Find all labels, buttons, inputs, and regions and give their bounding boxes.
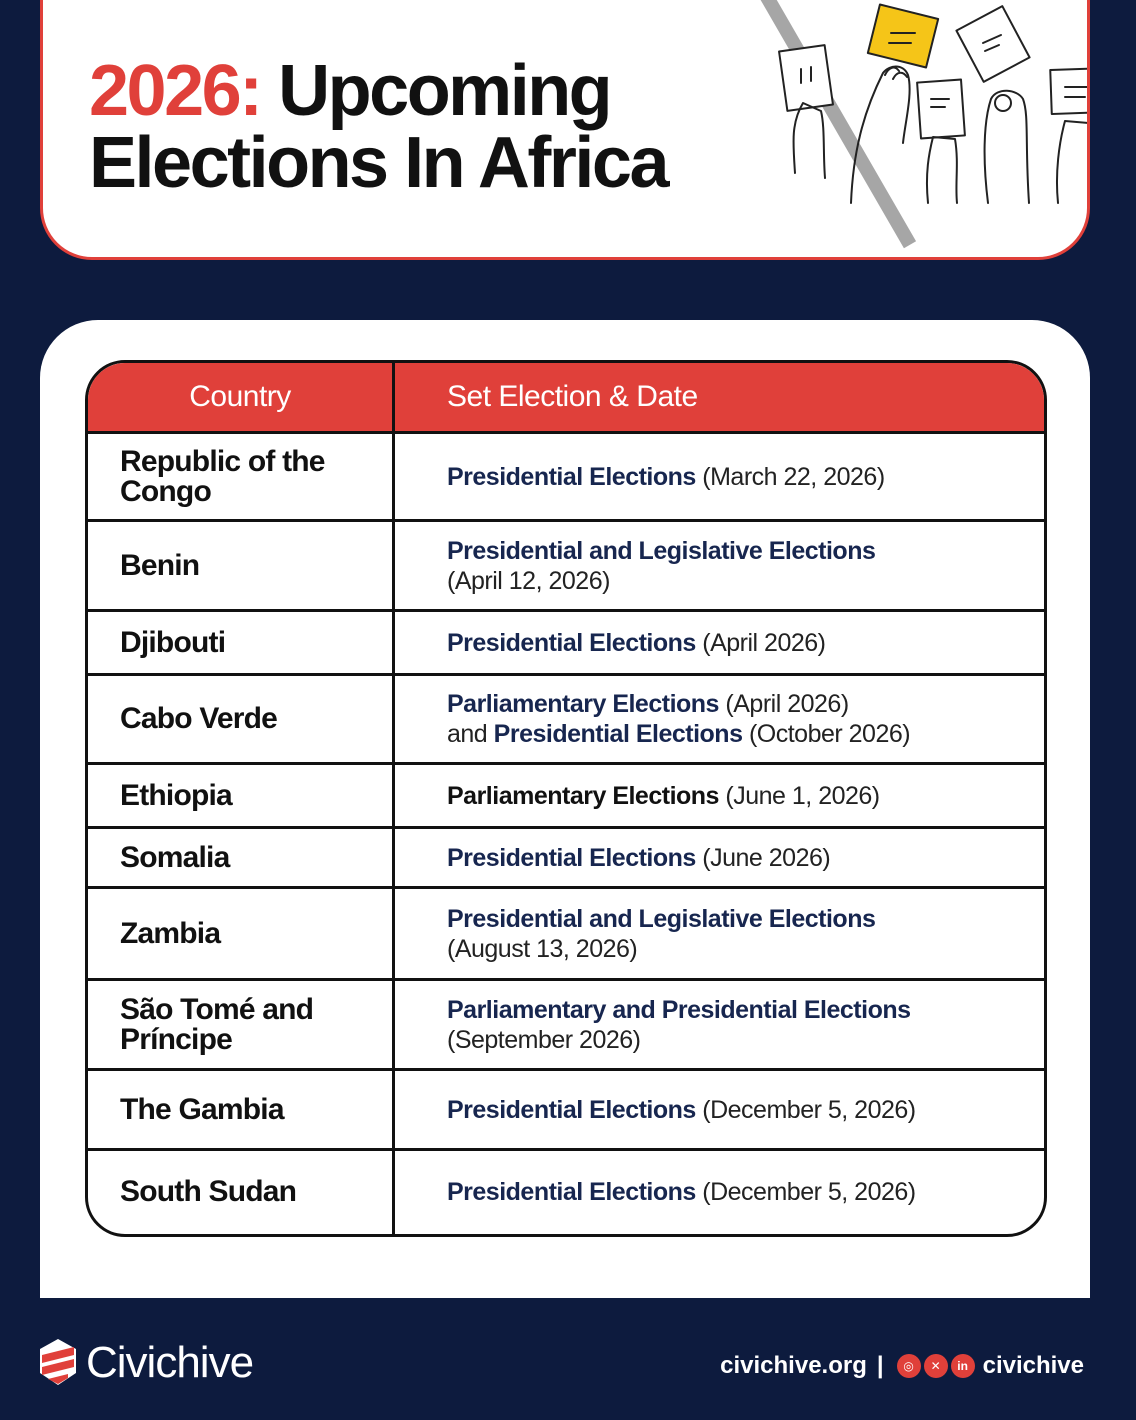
election-type: Presidential Elections — [447, 843, 696, 872]
country-cell: Zambia — [88, 888, 394, 980]
civichive-logo — [38, 1337, 253, 1389]
election-line-1 — [447, 995, 1044, 1025]
header-card — [40, 0, 1090, 260]
election-cell — [394, 1070, 1045, 1150]
election-date: (June 2026) — [695, 843, 831, 872]
election-cell — [394, 828, 1045, 888]
election-date: (August 13, 2026) — [447, 934, 638, 963]
election-line-1 — [447, 781, 1044, 811]
country-cell: Benin — [88, 521, 394, 611]
election-line-1 — [447, 462, 1044, 492]
election-line-2 — [447, 719, 1044, 749]
election-type: Presidential Elections — [447, 1178, 696, 1207]
table-row — [88, 764, 1044, 828]
footer-contact — [720, 1352, 1084, 1380]
header-country: Country — [88, 363, 394, 433]
election-line-1 — [447, 1095, 1044, 1125]
country-cell: The Gambia — [88, 1070, 394, 1150]
election-cell — [394, 521, 1045, 611]
election-date: (June 1, 2026) — [718, 781, 880, 810]
election-line-1 — [447, 689, 1044, 719]
header-election-date: Set Election & Date — [394, 363, 1045, 433]
country-cell: Djibouti — [88, 611, 394, 675]
election-line-1 — [447, 628, 1044, 658]
website-link[interactable]: civichive.org — [720, 1352, 867, 1379]
table-header-row — [88, 363, 1044, 433]
election-date: (April 12, 2026) — [447, 566, 610, 595]
table-row — [88, 828, 1044, 888]
election-cell — [394, 1150, 1045, 1234]
election-prefix: and — [447, 720, 494, 748]
election-cell — [394, 764, 1045, 828]
election-date: (October 2026) — [742, 720, 911, 748]
election-cell — [394, 980, 1045, 1070]
election-cell — [394, 611, 1045, 675]
election-type: Parliamentary and Presidential Elections — [447, 995, 911, 1024]
table-row — [88, 1070, 1044, 1150]
election-type: Presidential and Legislative Elections — [447, 904, 876, 933]
table-card — [40, 320, 1090, 1298]
x-icon[interactable]: ✕ — [924, 1354, 948, 1378]
election-line-2 — [447, 934, 1044, 964]
title-line1: Upcoming — [278, 51, 611, 131]
election-type: Parliamentary Elections — [447, 781, 719, 810]
elections-table — [85, 360, 1047, 1237]
social-handle[interactable]: civichive — [982, 1352, 1084, 1379]
election-line-1 — [447, 536, 1044, 566]
brand-name: Civichive — [86, 1338, 254, 1387]
table-row — [88, 433, 1044, 521]
election-line-1 — [447, 1177, 1044, 1207]
table-row — [88, 888, 1044, 980]
separator: | — [876, 1352, 884, 1379]
table-row — [88, 980, 1044, 1070]
election-date: (September 2026) — [447, 1025, 641, 1054]
election-line-2 — [447, 1025, 1044, 1055]
page-title — [89, 51, 667, 203]
election-date: (March 22, 2026) — [695, 462, 885, 491]
election-type: Presidential Elections — [447, 628, 696, 657]
election-line-2 — [447, 566, 1044, 596]
raised-hands-ballots-illustration — [733, 3, 1090, 213]
table-row — [88, 675, 1044, 764]
country-cell: Ethiopia — [88, 764, 394, 828]
country-cell: Republic of the Congo — [88, 433, 394, 521]
election-cell — [394, 888, 1045, 980]
election-date: (April 2026) — [695, 628, 826, 657]
election-date: (December 5, 2026) — [695, 1095, 916, 1124]
election-type: Parliamentary Elections — [447, 690, 719, 718]
election-date: (April 2026) — [718, 690, 849, 718]
election-line-1 — [447, 843, 1044, 873]
country-cell: São Tomé and Príncipe — [88, 980, 394, 1070]
country-cell: Cabo Verde — [88, 675, 394, 764]
table-row — [88, 611, 1044, 675]
election-cell — [394, 433, 1045, 521]
election-type: Presidential Elections — [493, 720, 743, 748]
election-cell — [394, 675, 1045, 764]
title-accent: 2026: — [89, 51, 261, 131]
civichive-logo-icon — [38, 1337, 78, 1389]
table-row — [88, 1150, 1044, 1234]
country-cell: Somalia — [88, 828, 394, 888]
linkedin-icon[interactable]: in — [951, 1354, 975, 1378]
table-row — [88, 521, 1044, 611]
country-cell: South Sudan — [88, 1150, 394, 1234]
election-type: Presidential Elections — [447, 1095, 696, 1124]
election-date: (December 5, 2026) — [695, 1178, 916, 1207]
election-line-1 — [447, 904, 1044, 934]
instagram-icon[interactable]: ◎ — [897, 1354, 921, 1378]
election-type: Presidential and Legislative Elections — [447, 536, 876, 565]
title-line2: Elections In Africa — [89, 123, 667, 203]
election-type: Presidential Elections — [447, 462, 696, 491]
